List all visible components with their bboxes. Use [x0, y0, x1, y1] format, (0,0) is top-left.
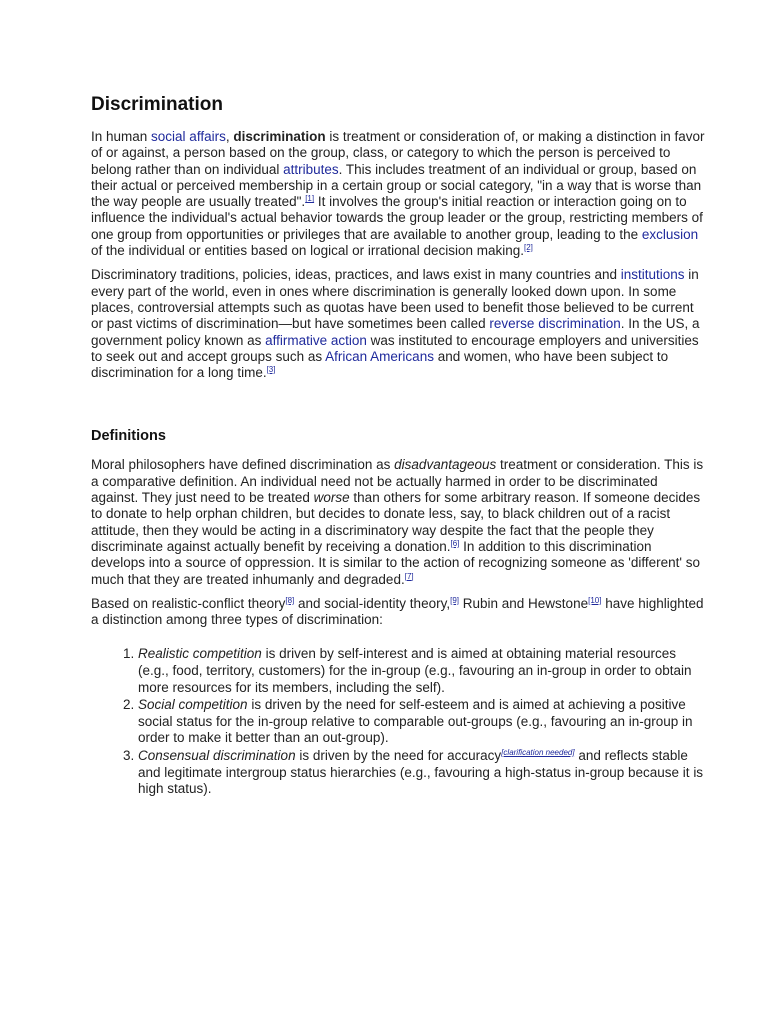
list-item-social-competition: 2. Social competition is driven by the need for self-esteem and is aimed at achieving a positive social status for the in-group relative to comparable out-groups (e.g., favouring an in-group in order to make it better than an out-group). [138, 697, 708, 747]
link-exclusion[interactable]: exclusion [641, 226, 699, 242]
list-item-consensual-discrimination: 3. Consensual discrimination is driven by the need for accuracy[clarification needed] and reflects stable and legitimate intergroup status hierarchies (e.g., favouring a high-status in-group because it is high status). [138, 748, 708, 798]
citation-1[interactable]: [1] [305, 194, 315, 204]
citation-7[interactable]: [7] [404, 571, 414, 581]
discrimination-types-list [91, 646, 708, 797]
list-item-realistic-competition: 1. Realistic competition is driven by self-interest and is aimed at obtaining material resources (e.g., food, territory, customers) for the in-group (e.g., favouring an in-group in order to obtain more resources for its members, including the self). [138, 646, 708, 696]
intro-paragraph-2: Discriminatory traditions, policies, ideas, practices, and laws exist in many countries and institutions in every part of the world, even in ones where discrimination is generally looked down upon. In some places, controversial attempts such as quotas have been used to benefit those believed to be current or past victims of discrimination—but have sometimes been called reverse discrimination. In the US, a government policy known as affirmative action was instituted to encourage employers and universities to seek out and accept groups such as African Americans and women, who have been subject to discrimination for a long time.[3] [91, 267, 700, 381]
link-reverse-discrimination[interactable]: reverse discrimination [489, 316, 621, 332]
link-affirmative-action[interactable]: affirmative action [265, 332, 367, 348]
link-african-americans[interactable]: African Americans [325, 348, 434, 364]
citation-3[interactable]: [3] [266, 365, 276, 375]
definitions-paragraph-1: Moral philosophers have defined discrimination as disadvantageous treatment or consideration. This is a comparative definition. An individual need not be actually harmed in order to be discriminated against. They just need to be treated worse than others for some arbitrary reason. If someone decides to donate to help orphan children, but decides to donate less, say, to black children out of a racist attitude, then they would be acting in a discriminatory way despite the fact that the people they discriminate against actually benefit by receiving a donation.[6] In addition to this discrimination develops into a source of oppression. It is similar to the action of recognizing someone as 'different' so much that they are treated inhumanly and degraded.[7] [91, 457, 704, 587]
citation-6[interactable]: [6] [450, 538, 460, 548]
link-social-affairs[interactable]: social affairs [151, 129, 226, 144]
citation-9[interactable]: [9] [450, 595, 459, 605]
page-title: Discrimination [91, 94, 223, 115]
intro-paragraph-1: In human social affairs, discrimination is treatment or consideration of, or making a distinction in favor of or against, a person based on the group, class, or category to which the person is perceived to belong rather than on individual attributes. This includes treatment of an individual or group, based on their actual or perceived membership in a certain group or social category, "in a way that is worse than the way people are usually treated".[1] It involves the group's initial reaction or interaction going on to influence the individual's actual behavior towards the group leader or the group, restricting members of one group from opportunities or privileges that are available to another group, leading to the exclusion of the individual or entities based on logical or irrational decision making.[2] [91, 129, 705, 259]
citation-2[interactable]: [2] [524, 243, 533, 253]
link-institutions[interactable]: institutions [620, 267, 685, 283]
definitions-paragraph-2: Based on realistic-conflict theory[8] and social-identity theory,[9] Rubin and Hewstone[10] have highlighted a distinction among three types of discrimination: [91, 595, 704, 628]
citation-10[interactable]: [10] [588, 595, 602, 605]
citation-8[interactable]: [8] [285, 595, 295, 605]
bold-term-discrimination: discrimination [233, 129, 326, 144]
section-heading-definitions: Definitions [91, 428, 166, 445]
link-attributes[interactable]: attributes [283, 161, 339, 177]
clarification-needed-tag[interactable]: [clarification needed] [501, 747, 575, 757]
